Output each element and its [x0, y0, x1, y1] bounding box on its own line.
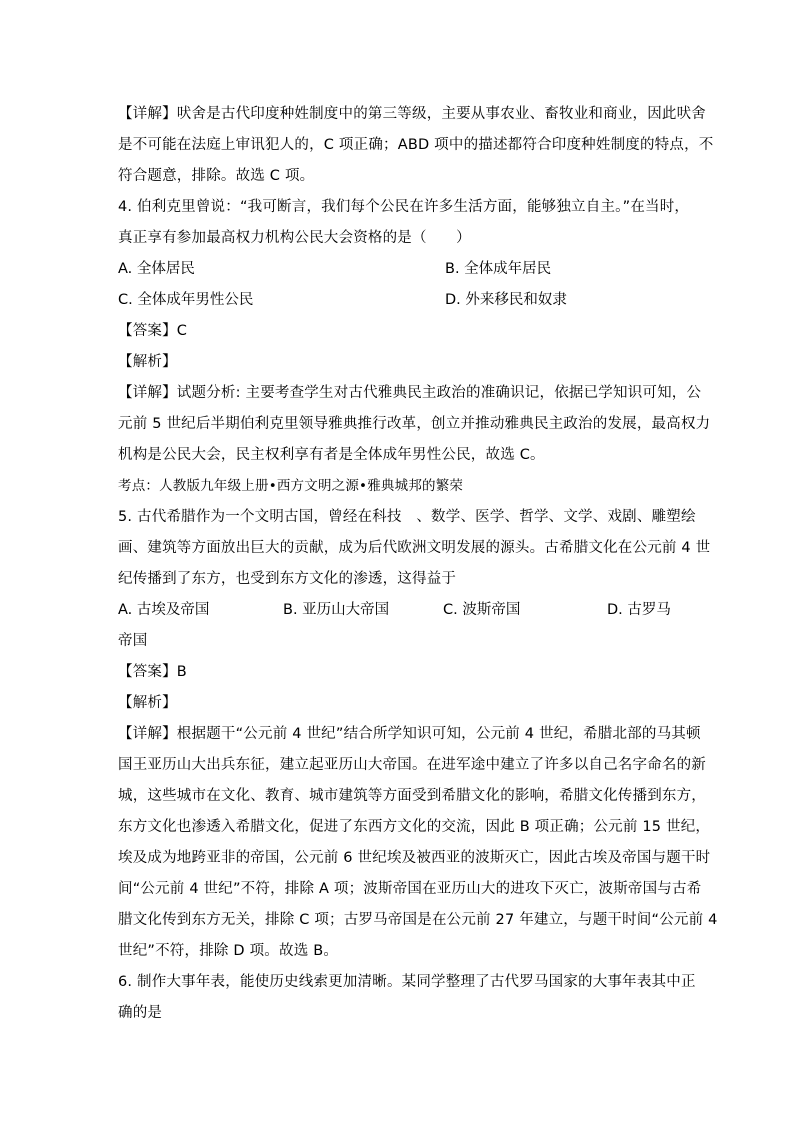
q5-answer: 【答案】B	[118, 664, 187, 680]
q5-option-d-continued: 帝国	[118, 633, 148, 649]
q5-detail-line: 世纪”不符，排除 D 项。故选 B。	[118, 943, 339, 959]
q4-answer: 【答案】C	[118, 323, 188, 339]
text-line: 是不可能在法庭上审讯犯人的，C 项正确；ABD 项中的描述都符合印度种姓制度的特点，不	[118, 137, 714, 153]
q4-option-d: D. 外来移民和奴隶	[445, 292, 567, 308]
q4-detail-line: 元前 5 世纪后半期伯利克里领导雅典推行改革，创立并推动雅典民主政治的发展，最高权力	[118, 416, 711, 432]
q5-detail-line: 间“公元前 4 世纪”不符，排除 A 项；波斯帝国在亚历山大的进攻下灭亡，波斯帝国与古希	[118, 881, 702, 897]
q5-detail-line: 城，这些城市在文化、教育、城市建筑等方面受到希腊文化的影响，希腊文化传播到东方，	[118, 788, 706, 804]
q5-analysis-heading: 【解析】	[118, 695, 177, 711]
question-4-stem: 真正享有参加最高权力机构公民大会资格的是（ ）	[118, 230, 471, 246]
question-4-stem: 4. 伯利克里曾说：“我可断言，我们每个公民在许多生活方面，能够独立自主。”在当时，	[118, 199, 690, 215]
q5-detail-line: 国王亚历山大出兵东征，建立起亚历山大帝国。在进军途中建立了许多以自己名字命名的新	[118, 757, 706, 773]
q4-analysis-heading: 【解析】	[118, 354, 177, 370]
question-5-stem: 纪传播到了东方，也受到东方文化的渗透，这得益于	[118, 571, 457, 587]
question-5-stem: 5. 古代希腊作为一个文明古国，曾经在科技 、数学、医学、哲学、文学、戏剧、雕塑绘	[118, 509, 696, 525]
q5-detail-line: 腊文化传到东方无关，排除 C 项；古罗马帝国是在公元前 27 年建立，与题干时间“公元前 4	[118, 912, 718, 928]
question-5-stem: 画、建筑等方面放出巨大的贡献，成为后代欧洲文明发展的源头。古希腊文化在公元前 4 世	[118, 540, 711, 556]
q4-option-b: B. 全体成年居民	[445, 261, 552, 277]
q4-option-c: C. 全体成年男性公民	[118, 292, 254, 308]
q5-option-d: D. 古罗马	[607, 602, 671, 618]
q5-option-a: A. 古埃及帝国	[118, 602, 210, 618]
q5-option-b: B. 亚历山大帝国	[283, 602, 390, 618]
question-6-stem: 确的是	[118, 1005, 163, 1021]
q4-detail-line: 机构是公民大会，民主权利享有者是全体成年男性公民，故选 C。	[118, 447, 545, 463]
q5-detail-line: 埃及成为地跨亚非的帝国，公元前 6 世纪埃及被西亚的波斯灭亡，因此古埃及帝国与题干时	[118, 850, 711, 866]
q5-option-c: C. 波斯帝国	[443, 602, 521, 618]
q4-detail-line: 【详解】试题分析: 主要考查学生对古代雅典民主政治的准确识记，依据已学知识可知，公	[118, 385, 702, 401]
question-6-stem: 6. 制作大事年表，能使历史线索更加清晰。某同学整理了古代罗马国家的大事年表其中正	[118, 974, 696, 990]
q5-detail-line: 东方文化也渗透入希腊文化，促进了东西方文化的交流，因此 B 项正确；公元前 15 世纪，	[118, 819, 711, 835]
q4-option-a: A. 全体居民	[118, 261, 195, 277]
text-line: 符合题意，排除。故选 C 项。	[118, 168, 315, 184]
text-line: 【详解】吠舍是古代印度种姓制度中的第三等级，主要从事农业、畜牧业和商业，因此吠舍	[118, 106, 706, 122]
q4-exam-point: 考点：人教版九年级上册•西方文明之源•雅典城邦的繁荣	[118, 478, 464, 494]
q5-detail-line: 【详解】根据题干“公元前 4 世纪”结合所学知识可知，公元前 4 世纪，希腊北部的马其顿	[118, 726, 701, 742]
